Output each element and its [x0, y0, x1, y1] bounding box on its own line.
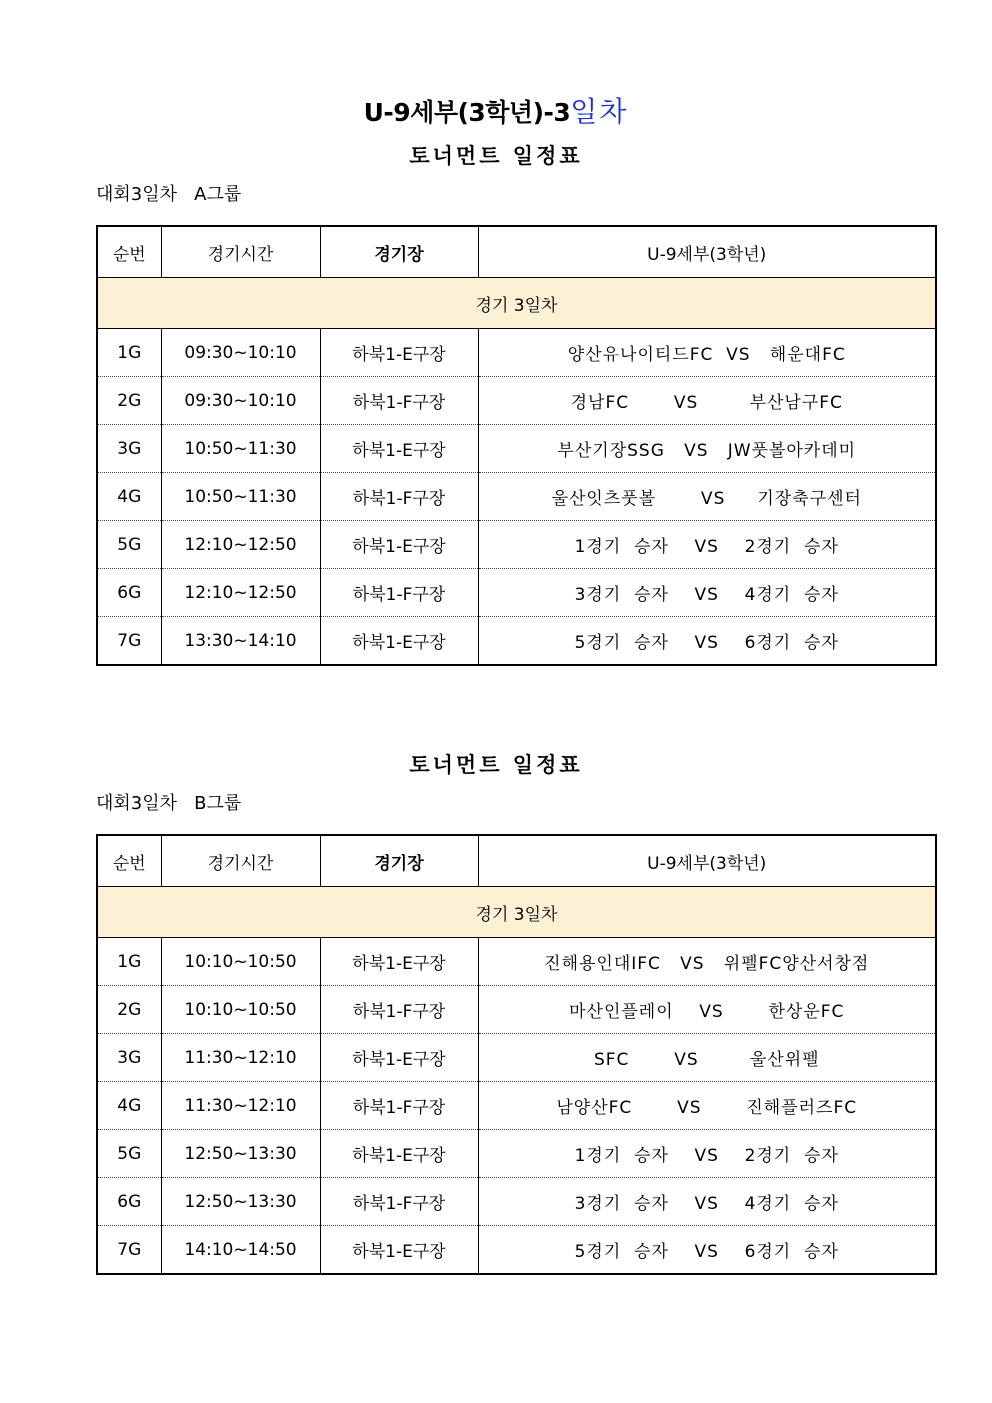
cell-match: 진해용인대IFC VS 위펠FC양산서창점: [478, 938, 936, 986]
table-row: [97, 473, 936, 521]
cell-game-no: 3G: [97, 425, 161, 473]
cell-match: 울산잇츠풋볼 VS 기장축구센터: [478, 473, 936, 521]
table-row: [97, 1082, 936, 1130]
cell-time: 12:50~13:30: [161, 1130, 320, 1178]
day-row: [97, 278, 936, 329]
cell-game-no: 6G: [97, 1178, 161, 1226]
document-title: [0, 90, 992, 130]
cell-match: 경남FC VS 부산남구FC: [478, 377, 936, 425]
table-header-row: [97, 835, 936, 887]
table-row: [97, 986, 936, 1034]
cell-venue: 하북1-E구장: [320, 521, 478, 569]
cell-game-no: 5G: [97, 1130, 161, 1178]
cell-venue: 하북1-F구장: [320, 473, 478, 521]
schedule-table-a: [96, 225, 937, 666]
section-a-group-label: 대회3일차 A그룹: [96, 184, 242, 205]
cell-match: 마산인플레이 VS 한상운FC: [478, 986, 936, 1034]
cell-time: 12:50~13:30: [161, 1178, 320, 1226]
section-b-group-label: 대회3일차 B그룹: [96, 793, 242, 814]
table-row: [97, 1130, 936, 1178]
day-label: 경기 3일차: [97, 278, 936, 329]
cell-match: 3경기 승자 VS 4경기 승자: [478, 1178, 936, 1226]
table-header-row: [97, 226, 936, 278]
table-row: [97, 617, 936, 666]
cell-game-no: 1G: [97, 329, 161, 377]
header-division: U-9세부(3학년): [478, 835, 936, 887]
table-row: [97, 521, 936, 569]
cell-time: 10:50~11:30: [161, 473, 320, 521]
cell-venue: 하북1-E구장: [320, 425, 478, 473]
cell-game-no: 4G: [97, 473, 161, 521]
cell-time: 12:10~12:50: [161, 521, 320, 569]
section-b-heading: 토너먼트 일정표: [409, 753, 583, 777]
table-row: [97, 425, 936, 473]
cell-venue: 하북1-E구장: [320, 1130, 478, 1178]
cell-match: 양산유나이티드FC VS 해운대FC: [478, 329, 936, 377]
cell-match: 부산기장SSG VS JW풋볼아카데미: [478, 425, 936, 473]
day-row: [97, 887, 936, 938]
cell-match: SFC VS 울산위펠: [478, 1034, 936, 1082]
cell-match: 5경기 승자 VS 6경기 승자: [478, 1226, 936, 1275]
cell-game-no: 2G: [97, 986, 161, 1034]
header-venue: 경기장: [320, 226, 478, 278]
table-row: [97, 329, 936, 377]
title-accent: 일차: [570, 95, 629, 128]
cell-time: 10:50~11:30: [161, 425, 320, 473]
header-time: 경기시간: [161, 226, 320, 278]
cell-venue: 하북1-E구장: [320, 1226, 478, 1275]
cell-match: 5경기 승자 VS 6경기 승자: [478, 617, 936, 666]
cell-time: 13:30~14:10: [161, 617, 320, 666]
header-no: 순번: [97, 226, 161, 278]
cell-venue: 하북1-E구장: [320, 1034, 478, 1082]
header-venue: 경기장: [320, 835, 478, 887]
cell-time: 09:30~10:10: [161, 377, 320, 425]
cell-game-no: 3G: [97, 1034, 161, 1082]
cell-time: 10:10~10:50: [161, 938, 320, 986]
table-row: [97, 1034, 936, 1082]
cell-time: 10:10~10:50: [161, 986, 320, 1034]
cell-match: 3경기 승자 VS 4경기 승자: [478, 569, 936, 617]
day-label: 경기 3일차: [97, 887, 936, 938]
table-row: [97, 1178, 936, 1226]
schedule-table-b: [96, 834, 937, 1275]
table-row: [97, 1226, 936, 1275]
title-main: U-9세부(3학년)-3: [363, 98, 571, 127]
table-row: [97, 938, 936, 986]
cell-time: 11:30~12:10: [161, 1082, 320, 1130]
cell-venue: 하북1-E구장: [320, 329, 478, 377]
header-no: 순번: [97, 835, 161, 887]
cell-match: 남양산FC VS 진해플러즈FC: [478, 1082, 936, 1130]
cell-time: 09:30~10:10: [161, 329, 320, 377]
cell-venue: 하북1-F구장: [320, 569, 478, 617]
section-a-heading: 토너먼트 일정표: [409, 144, 583, 168]
cell-venue: 하북1-F구장: [320, 1082, 478, 1130]
table-row: [97, 377, 936, 425]
cell-venue: 하북1-F구장: [320, 377, 478, 425]
cell-match: 1경기 승자 VS 2경기 승자: [478, 521, 936, 569]
cell-venue: 하북1-E구장: [320, 938, 478, 986]
header-division: U-9세부(3학년): [478, 226, 936, 278]
cell-venue: 하북1-F구장: [320, 1178, 478, 1226]
cell-time: 11:30~12:10: [161, 1034, 320, 1082]
cell-game-no: 5G: [97, 521, 161, 569]
cell-venue: 하북1-F구장: [320, 986, 478, 1034]
cell-match: 1경기 승자 VS 2경기 승자: [478, 1130, 936, 1178]
header-time: 경기시간: [161, 835, 320, 887]
cell-game-no: 1G: [97, 938, 161, 986]
cell-venue: 하북1-E구장: [320, 617, 478, 666]
cell-game-no: 7G: [117, 1239, 142, 1260]
cell-time: 12:10~12:50: [161, 569, 320, 617]
cell-game-no: 6G: [97, 569, 161, 617]
cell-game-no: 7G: [117, 630, 142, 651]
cell-game-no: 2G: [97, 377, 161, 425]
cell-game-no: 4G: [97, 1082, 161, 1130]
cell-time: 14:10~14:50: [161, 1226, 320, 1275]
table-row: [97, 569, 936, 617]
